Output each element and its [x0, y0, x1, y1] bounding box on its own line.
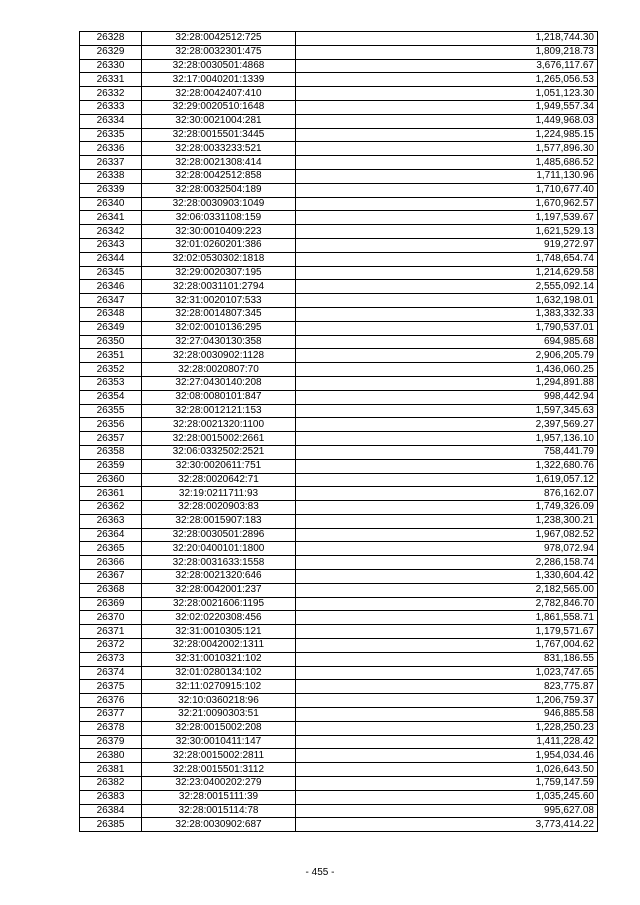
cadastral-number-cell: 32:28:0042001:237	[142, 583, 296, 597]
table-row	[80, 183, 598, 197]
table-row	[80, 639, 598, 653]
cadastral-number-cell: 32:28:0015002:2811	[142, 749, 296, 763]
table-row	[80, 570, 598, 584]
cadastral-number-cell: 32:28:0042512:725	[142, 32, 296, 46]
table-row	[80, 694, 598, 708]
cadastral-number-cell: 32:28:0042407:410	[142, 87, 296, 101]
row-number-cell: 26333	[80, 100, 142, 114]
row-number-cell: 26348	[80, 307, 142, 321]
amount-cell: 1,748,654.74	[296, 252, 598, 266]
amount-cell: 1,967,082.52	[296, 528, 598, 542]
row-number-cell: 26343	[80, 238, 142, 252]
cadastral-number-cell: 32:21:0090303:51	[142, 708, 296, 722]
amount-cell: 1,577,896.30	[296, 142, 598, 156]
table-row	[80, 59, 598, 73]
row-number-cell: 26363	[80, 514, 142, 528]
row-number-cell: 26347	[80, 294, 142, 308]
amount-cell: 1,322,680.76	[296, 459, 598, 473]
cadastral-number-cell: 32:28:0021320:1100	[142, 418, 296, 432]
row-number-cell: 26355	[80, 404, 142, 418]
amount-cell: 1,710,677.40	[296, 183, 598, 197]
row-number-cell: 26358	[80, 445, 142, 459]
registry-table	[79, 31, 598, 832]
row-number-cell: 26336	[80, 142, 142, 156]
amount-cell: 1,294,891.88	[296, 376, 598, 390]
cadastral-number-cell: 32:28:0030902:1128	[142, 349, 296, 363]
amount-cell: 1,954,034.46	[296, 749, 598, 763]
table-row	[80, 432, 598, 446]
table-row	[80, 169, 598, 183]
cadastral-number-cell: 32:28:0030501:2896	[142, 528, 296, 542]
amount-cell: 758,441.79	[296, 445, 598, 459]
table-row	[80, 459, 598, 473]
table-row	[80, 32, 598, 46]
table-row	[80, 804, 598, 818]
cadastral-number-cell: 32:28:0030902:687	[142, 818, 296, 832]
cadastral-number-cell: 32:30:0010409:223	[142, 225, 296, 239]
cadastral-number-cell: 32:28:0032504:189	[142, 183, 296, 197]
table-row	[80, 473, 598, 487]
table-row	[80, 487, 598, 501]
row-number-cell: 26361	[80, 487, 142, 501]
row-number-cell: 26370	[80, 611, 142, 625]
row-number-cell: 26340	[80, 197, 142, 211]
row-number-cell: 26381	[80, 763, 142, 777]
row-number-cell: 26384	[80, 804, 142, 818]
cadastral-number-cell: 32:28:0020903:83	[142, 501, 296, 515]
row-number-cell: 26338	[80, 169, 142, 183]
cadastral-number-cell: 32:28:0042002:1311	[142, 639, 296, 653]
row-number-cell: 26380	[80, 749, 142, 763]
table-row	[80, 114, 598, 128]
amount-cell: 694,985.68	[296, 335, 598, 349]
row-number-cell: 26377	[80, 708, 142, 722]
table-row	[80, 749, 598, 763]
table-row	[80, 100, 598, 114]
table-row	[80, 542, 598, 556]
row-number-cell: 26345	[80, 266, 142, 280]
amount-cell: 1,411,228.42	[296, 735, 598, 749]
cadastral-number-cell: 32:28:0015002:208	[142, 721, 296, 735]
cadastral-number-cell: 32:28:0031101:2794	[142, 280, 296, 294]
row-number-cell: 26369	[80, 597, 142, 611]
row-number-cell: 26337	[80, 156, 142, 170]
cadastral-number-cell: 32:17:0040201:1339	[142, 73, 296, 87]
table-row	[80, 790, 598, 804]
amount-cell: 1,330,604.42	[296, 570, 598, 584]
cadastral-number-cell: 32:29:0020307:195	[142, 266, 296, 280]
cadastral-number-cell: 32:01:0260201:386	[142, 238, 296, 252]
row-number-cell: 26364	[80, 528, 142, 542]
amount-cell: 978,072.94	[296, 542, 598, 556]
amount-cell: 1,790,537.01	[296, 321, 598, 335]
amount-cell: 946,885.58	[296, 708, 598, 722]
row-number-cell: 26339	[80, 183, 142, 197]
row-number-cell: 26385	[80, 818, 142, 832]
cadastral-number-cell: 32:30:0020611:751	[142, 459, 296, 473]
cadastral-number-cell: 32:30:0021004:281	[142, 114, 296, 128]
amount-cell: 831,186.55	[296, 652, 598, 666]
table-row	[80, 666, 598, 680]
cadastral-number-cell: 32:28:0015501:3112	[142, 763, 296, 777]
cadastral-number-cell: 32:06:0332502:2521	[142, 445, 296, 459]
amount-cell: 1,436,060.25	[296, 363, 598, 377]
table-row	[80, 418, 598, 432]
amount-cell: 2,782,846.70	[296, 597, 598, 611]
cadastral-number-cell: 32:28:0012121:153	[142, 404, 296, 418]
cadastral-number-cell: 32:28:0021320:646	[142, 570, 296, 584]
cadastral-number-cell: 32:19:0211711:93	[142, 487, 296, 501]
row-number-cell: 26329	[80, 45, 142, 59]
table-row	[80, 87, 598, 101]
table-row	[80, 597, 598, 611]
amount-cell: 1,383,332.33	[296, 307, 598, 321]
amount-cell: 1,265,056.53	[296, 73, 598, 87]
row-number-cell: 26378	[80, 721, 142, 735]
amount-cell: 1,957,136.10	[296, 432, 598, 446]
cadastral-number-cell: 32:31:0010321:102	[142, 652, 296, 666]
amount-cell: 1,767,004.62	[296, 639, 598, 653]
cadastral-number-cell: 32:28:0042512:858	[142, 169, 296, 183]
table-row	[80, 514, 598, 528]
cadastral-number-cell: 32:01:0280134:102	[142, 666, 296, 680]
table-row	[80, 197, 598, 211]
cadastral-number-cell: 32:28:0021308:414	[142, 156, 296, 170]
cadastral-number-cell: 32:28:0032301:475	[142, 45, 296, 59]
cadastral-number-cell: 32:11:0270915:102	[142, 680, 296, 694]
table-row	[80, 652, 598, 666]
amount-cell: 2,182,565.00	[296, 583, 598, 597]
amount-cell: 2,397,569.27	[296, 418, 598, 432]
cadastral-number-cell: 32:28:0020642:71	[142, 473, 296, 487]
cadastral-number-cell: 32:20:0400101:1800	[142, 542, 296, 556]
table-row	[80, 763, 598, 777]
cadastral-number-cell: 32:28:0014807:345	[142, 307, 296, 321]
cadastral-number-cell: 32:02:0530302:1818	[142, 252, 296, 266]
row-number-cell: 26352	[80, 363, 142, 377]
amount-cell: 2,906,205.79	[296, 349, 598, 363]
row-number-cell: 26382	[80, 777, 142, 791]
amount-cell: 1,711,130.96	[296, 169, 598, 183]
cadastral-number-cell: 32:29:0020510:1648	[142, 100, 296, 114]
amount-cell: 1,449,968.03	[296, 114, 598, 128]
table-row	[80, 128, 598, 142]
amount-cell: 1,026,643.50	[296, 763, 598, 777]
table-row	[80, 501, 598, 515]
amount-cell: 1,809,218.73	[296, 45, 598, 59]
amount-cell: 1,670,962.57	[296, 197, 598, 211]
cadastral-number-cell: 32:27:0430130:358	[142, 335, 296, 349]
row-number-cell: 26359	[80, 459, 142, 473]
amount-cell: 1,621,529.13	[296, 225, 598, 239]
page-number: - 455 -	[305, 867, 335, 878]
row-number-cell: 26368	[80, 583, 142, 597]
table-row	[80, 611, 598, 625]
row-number-cell: 26360	[80, 473, 142, 487]
cadastral-number-cell: 32:28:0015002:2661	[142, 432, 296, 446]
cadastral-number-cell: 32:27:0430140:208	[142, 376, 296, 390]
table-row	[80, 625, 598, 639]
amount-cell: 1,238,300.21	[296, 514, 598, 528]
table-row	[80, 777, 598, 791]
amount-cell: 1,485,686.52	[296, 156, 598, 170]
table-row	[80, 363, 598, 377]
cadastral-number-cell: 32:06:0331108:159	[142, 211, 296, 225]
cadastral-number-cell: 32:28:0015907:183	[142, 514, 296, 528]
table-row	[80, 294, 598, 308]
table-row	[80, 528, 598, 542]
amount-cell: 998,442.94	[296, 390, 598, 404]
amount-cell: 3,676,117.67	[296, 59, 598, 73]
amount-cell: 3,773,414.22	[296, 818, 598, 832]
amount-cell: 919,272.97	[296, 238, 598, 252]
row-number-cell: 26374	[80, 666, 142, 680]
table-row	[80, 252, 598, 266]
table-row	[80, 238, 598, 252]
table-row	[80, 721, 598, 735]
row-number-cell: 26353	[80, 376, 142, 390]
row-number-cell: 26335	[80, 128, 142, 142]
table-row	[80, 225, 598, 239]
cadastral-number-cell: 32:28:0015114:78	[142, 804, 296, 818]
table-row	[80, 142, 598, 156]
row-number-cell: 26342	[80, 225, 142, 239]
amount-cell: 995,627.08	[296, 804, 598, 818]
amount-cell: 1,035,245.60	[296, 790, 598, 804]
table-row	[80, 390, 598, 404]
cadastral-number-cell: 32:28:0030903:1049	[142, 197, 296, 211]
amount-cell: 1,179,571.67	[296, 625, 598, 639]
table-row	[80, 583, 598, 597]
amount-cell: 1,206,759.37	[296, 694, 598, 708]
table-row	[80, 45, 598, 59]
amount-cell: 2,555,092.14	[296, 280, 598, 294]
table-row	[80, 73, 598, 87]
row-number-cell: 26366	[80, 556, 142, 570]
amount-cell: 1,632,198.01	[296, 294, 598, 308]
table-row	[80, 321, 598, 335]
amount-cell: 1,749,326.09	[296, 501, 598, 515]
row-number-cell: 26357	[80, 432, 142, 446]
row-number-cell: 26346	[80, 280, 142, 294]
cadastral-number-cell: 32:28:0030501:4868	[142, 59, 296, 73]
amount-cell: 823,775.87	[296, 680, 598, 694]
row-number-cell: 26383	[80, 790, 142, 804]
cadastral-number-cell: 32:31:0010305:121	[142, 625, 296, 639]
cadastral-number-cell: 32:28:0031633:1558	[142, 556, 296, 570]
row-number-cell: 26365	[80, 542, 142, 556]
cadastral-number-cell: 32:28:0021606:1195	[142, 597, 296, 611]
table-row	[80, 156, 598, 170]
row-number-cell: 26349	[80, 321, 142, 335]
row-number-cell: 26371	[80, 625, 142, 639]
row-number-cell: 26331	[80, 73, 142, 87]
row-number-cell: 26328	[80, 32, 142, 46]
amount-cell: 1,597,345.63	[296, 404, 598, 418]
cadastral-number-cell: 32:10:0360218:96	[142, 694, 296, 708]
table-row	[80, 335, 598, 349]
row-number-cell: 26372	[80, 639, 142, 653]
table-row	[80, 266, 598, 280]
amount-cell: 1,759,147.59	[296, 777, 598, 791]
amount-cell: 1,228,250.23	[296, 721, 598, 735]
amount-cell: 876,162.07	[296, 487, 598, 501]
row-number-cell: 26354	[80, 390, 142, 404]
table-row	[80, 404, 598, 418]
table-row	[80, 280, 598, 294]
table-row	[80, 556, 598, 570]
row-number-cell: 26334	[80, 114, 142, 128]
table-row	[80, 211, 598, 225]
table-row	[80, 680, 598, 694]
table-row	[80, 818, 598, 832]
cadastral-number-cell: 32:28:0015111:39	[142, 790, 296, 804]
row-number-cell: 26350	[80, 335, 142, 349]
row-number-cell: 26375	[80, 680, 142, 694]
amount-cell: 2,286,158.74	[296, 556, 598, 570]
registry-table-body	[80, 32, 598, 832]
cadastral-number-cell: 32:30:0010411:147	[142, 735, 296, 749]
table-row	[80, 708, 598, 722]
row-number-cell: 26356	[80, 418, 142, 432]
cadastral-number-cell: 32:28:0020807:70	[142, 363, 296, 377]
row-number-cell: 26344	[80, 252, 142, 266]
row-number-cell: 26341	[80, 211, 142, 225]
cadastral-number-cell: 32:31:0020107:533	[142, 294, 296, 308]
row-number-cell: 26332	[80, 87, 142, 101]
row-number-cell: 26376	[80, 694, 142, 708]
amount-cell: 1,949,557.34	[296, 100, 598, 114]
cadastral-number-cell: 32:02:0010136:295	[142, 321, 296, 335]
cadastral-number-cell: 32:08:0080101:847	[142, 390, 296, 404]
amount-cell: 1,619,057.12	[296, 473, 598, 487]
amount-cell: 1,197,539.67	[296, 211, 598, 225]
table-row	[80, 735, 598, 749]
row-number-cell: 26373	[80, 652, 142, 666]
amount-cell: 1,023,747.65	[296, 666, 598, 680]
row-number-cell: 26351	[80, 349, 142, 363]
cadastral-number-cell: 32:28:0015501:3445	[142, 128, 296, 142]
cadastral-number-cell: 32:28:0033233:521	[142, 142, 296, 156]
cadastral-number-cell: 32:23:0400202:279	[142, 777, 296, 791]
row-number-cell: 26330	[80, 59, 142, 73]
table-row	[80, 307, 598, 321]
table-row	[80, 445, 598, 459]
amount-cell: 1,861,558.71	[296, 611, 598, 625]
table-row	[80, 376, 598, 390]
table-row	[80, 349, 598, 363]
cadastral-number-cell: 32:02:0220308:456	[142, 611, 296, 625]
amount-cell: 1,224,985.15	[296, 128, 598, 142]
amount-cell: 1,214,629.58	[296, 266, 598, 280]
amount-cell: 1,051,123.30	[296, 87, 598, 101]
row-number-cell: 26367	[80, 570, 142, 584]
row-number-cell: 26362	[80, 501, 142, 515]
amount-cell: 1,218,744.30	[296, 32, 598, 46]
row-number-cell: 26379	[80, 735, 142, 749]
